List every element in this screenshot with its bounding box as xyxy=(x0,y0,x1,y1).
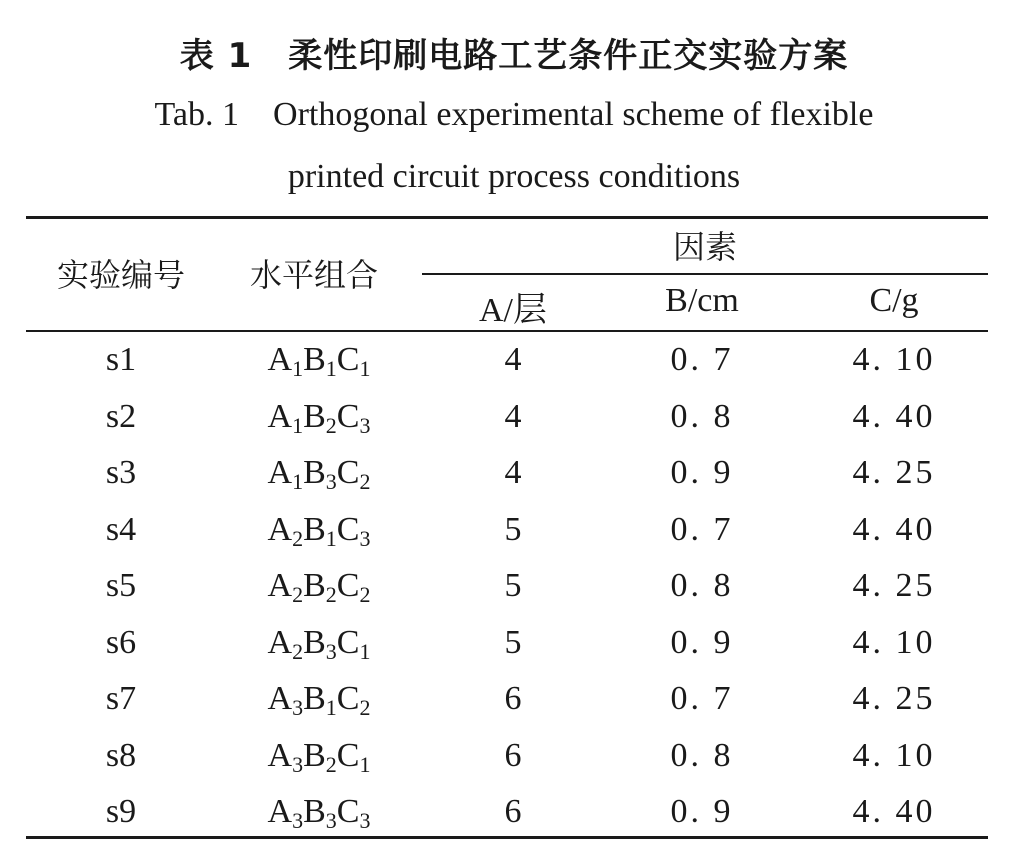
cell-experiment-no: s8 xyxy=(105,736,137,774)
cell-level-combination xyxy=(216,793,422,831)
cell-factor-a: 4 xyxy=(504,397,522,435)
level-index: 3 xyxy=(292,695,304,720)
cell-factor-b: 0. 7 xyxy=(670,680,734,717)
level-factor: $A_1$ xyxy=(267,397,304,438)
cell-experiment-no: s9 xyxy=(105,793,137,830)
level-factor: $A_2$ xyxy=(267,567,304,607)
table-row xyxy=(0,729,1028,785)
level-factor: $B_2$ xyxy=(303,567,337,607)
cell-factor-c: 4. 10 xyxy=(852,341,936,378)
cell-level-combination xyxy=(216,341,422,379)
cell-experiment-no: s5 xyxy=(105,567,137,604)
level-factor: $A_3$ xyxy=(267,793,304,833)
header-factors: 因素 xyxy=(672,228,737,266)
level-index: 2 xyxy=(359,695,371,720)
level-index: 1 xyxy=(325,695,337,720)
caption-en-text-2: printed circuit process conditions xyxy=(287,158,741,195)
level-factor: $C_3$ xyxy=(336,510,371,551)
level-index: 2 xyxy=(292,525,304,551)
level-factor: $B_1$ xyxy=(303,680,337,720)
level-factor: $A_1$ xyxy=(267,454,304,494)
table-row xyxy=(0,333,1028,389)
cell-factor-a: 5 xyxy=(504,567,522,604)
cell-factor-c: 4. 40 xyxy=(852,510,936,548)
cell-factor-a: 6 xyxy=(504,793,522,830)
cell-experiment-no: s7 xyxy=(105,680,137,717)
cell-level-combination xyxy=(216,737,422,775)
header-factor-b: B/cm xyxy=(665,282,739,319)
cell-factor-b: 0. 8 xyxy=(670,567,734,604)
cell-factor-b: 0. 9 xyxy=(670,454,734,491)
cell-level-combination xyxy=(216,680,422,718)
level-index: 3 xyxy=(325,469,337,494)
level-factor: $C_1$ xyxy=(336,623,371,664)
level-factor: $B_3$ xyxy=(303,454,337,494)
cell-factor-b: 0. 8 xyxy=(670,736,734,774)
table-row xyxy=(0,616,1028,672)
caption-en-label: Tab. 1 xyxy=(154,96,240,133)
level-index: 2 xyxy=(325,582,337,607)
level-index: 1 xyxy=(325,525,337,551)
cell-factor-a: 5 xyxy=(504,510,522,548)
level-index: 1 xyxy=(325,356,337,381)
level-factor: $B_1$ xyxy=(303,510,337,551)
cell-factor-b: 0. 9 xyxy=(670,623,734,661)
header-experiment-no: 实验编号 xyxy=(56,256,185,294)
level-index: 3 xyxy=(325,638,337,664)
level-index: 2 xyxy=(359,582,371,607)
cell-factor-a: 4 xyxy=(504,454,522,491)
level-index: 1 xyxy=(359,751,371,777)
cell-factor-b: 0. 7 xyxy=(670,510,734,548)
level-index: 1 xyxy=(359,356,371,381)
cell-level-combination xyxy=(216,567,422,605)
level-factor: $A_2$ xyxy=(267,623,304,664)
level-index: 3 xyxy=(359,808,371,833)
cell-factor-a: 5 xyxy=(504,623,522,661)
level-index: 3 xyxy=(359,412,371,438)
cell-factor-a: 4 xyxy=(504,341,522,378)
caption-cn-label: 表 1 xyxy=(179,36,253,76)
table-row xyxy=(0,503,1028,559)
level-factor: $B_2$ xyxy=(303,736,337,777)
level-factor: $C_2$ xyxy=(336,680,371,720)
cell-experiment-no: s4 xyxy=(105,510,137,548)
level-factor: $C_3$ xyxy=(336,793,371,833)
level-factor: $A_1$ xyxy=(267,341,304,381)
table-caption-en-line1 xyxy=(0,84,1028,146)
level-index: 1 xyxy=(359,638,371,664)
factor-header-rule xyxy=(422,273,988,275)
table-top-rule xyxy=(26,216,988,219)
level-index: 1 xyxy=(292,356,304,381)
table-caption-cn xyxy=(0,28,1028,77)
level-index: 2 xyxy=(292,638,304,664)
level-index: 1 xyxy=(292,469,304,494)
header-factor-c: C/g xyxy=(869,282,919,319)
table-row xyxy=(0,672,1028,728)
cell-factor-c: 4. 25 xyxy=(852,454,936,491)
level-index: 3 xyxy=(292,808,304,833)
level-factor: $C_1$ xyxy=(336,736,371,777)
table-row xyxy=(0,390,1028,446)
level-index: 3 xyxy=(292,751,304,777)
cell-experiment-no: s1 xyxy=(105,341,137,378)
cell-level-combination xyxy=(216,398,422,436)
level-factor: $A_3$ xyxy=(267,736,304,777)
level-factor: $A_3$ xyxy=(267,680,304,720)
cell-factor-c: 4. 10 xyxy=(852,623,936,661)
cell-factor-a: 6 xyxy=(504,736,522,774)
level-factor: $B_3$ xyxy=(303,623,337,664)
table-row xyxy=(0,446,1028,502)
cell-factor-a: 6 xyxy=(504,680,522,717)
cell-experiment-no: s3 xyxy=(105,454,137,491)
level-factor: $C_3$ xyxy=(336,397,371,438)
cell-factor-b: 0. 9 xyxy=(670,793,734,830)
level-index: 3 xyxy=(325,808,337,833)
table-caption-en-line2 xyxy=(0,146,1028,208)
cell-factor-c: 4. 25 xyxy=(852,680,936,717)
level-factor: $B_1$ xyxy=(303,341,337,381)
level-factor: $B_2$ xyxy=(303,397,337,438)
cell-factor-b: 0. 7 xyxy=(670,341,734,378)
caption-cn-text: 柔性印刷电路工艺条件正交实验方案 xyxy=(288,36,849,76)
cell-experiment-no: s6 xyxy=(105,623,137,661)
cell-experiment-no: s2 xyxy=(105,397,137,435)
cell-factor-c: 4. 40 xyxy=(852,397,936,435)
table-row xyxy=(0,559,1028,615)
caption-en-text-1: Orthogonal experimental scheme of flexible xyxy=(273,96,874,133)
cell-factor-c: 4. 40 xyxy=(852,793,936,830)
level-index: 2 xyxy=(359,469,371,494)
level-factor: $A_2$ xyxy=(267,510,304,551)
level-index: 2 xyxy=(292,582,304,607)
level-factor: $C_2$ xyxy=(336,454,371,494)
level-index: 2 xyxy=(325,751,337,777)
table-row xyxy=(0,785,1028,841)
level-index: 1 xyxy=(292,412,304,438)
level-factor: $C_2$ xyxy=(336,567,371,607)
level-factor: $B_3$ xyxy=(303,793,337,833)
level-factor: $C_1$ xyxy=(336,341,371,381)
header-level-combination: 水平组合 xyxy=(249,256,378,294)
level-index: 3 xyxy=(359,525,371,551)
cell-level-combination xyxy=(216,624,422,662)
header-factor-a: A/层 xyxy=(479,292,547,329)
cell-factor-c: 4. 25 xyxy=(852,567,936,604)
cell-level-combination xyxy=(216,454,422,492)
level-index: 2 xyxy=(325,412,337,438)
cell-level-combination xyxy=(216,511,422,549)
cell-factor-b: 0. 8 xyxy=(670,397,734,435)
cell-factor-c: 4. 10 xyxy=(852,736,936,774)
